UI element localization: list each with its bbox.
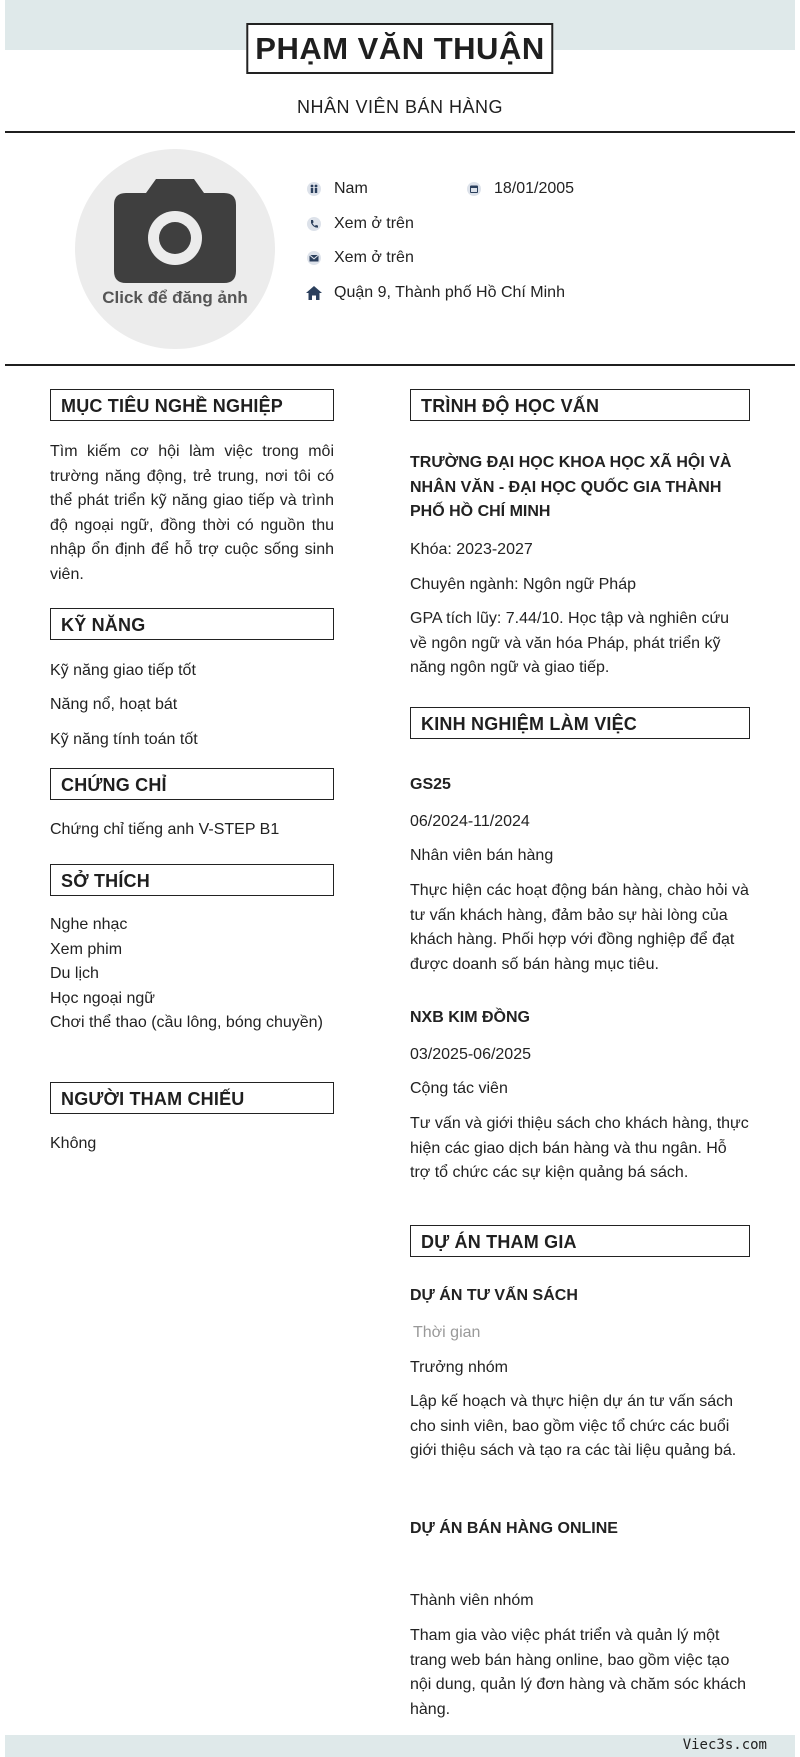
birthdate-row [465,180,574,198]
job-role[interactable]: Cộng tác viên [410,1080,508,1097]
address-value[interactable]: Quận 9, Thành phố Hồ Chí Minh [334,284,565,301]
education-major[interactable]: Chuyên ngành: Ngôn ngữ Pháp [410,576,636,593]
home-icon [305,284,323,302]
hobby-item[interactable]: Học ngoại ngữ [50,990,155,1007]
job-period[interactable]: 06/2024-11/2024 [410,813,530,830]
hobby-item[interactable]: Nghe nhạc [50,916,128,933]
school-name[interactable]: TRƯỜNG ĐẠI HỌC KHOA HỌC XÃ HỘI VÀ NHÂN VĂN - ĐẠI HỌC QUỐC GIA THÀNH PHỐ HỒ CHÍ MINH [410,454,732,520]
certificates-heading[interactable]: CHỨNG CHỈ [50,768,334,800]
job-company[interactable]: GS25 [410,776,451,793]
hobbies-heading[interactable]: SỞ THÍCH [50,864,334,896]
objective-text[interactable]: Tìm kiếm cơ hội làm việc trong môi trường năng động, trẻ trung, nơi tôi có thể phát triển kỹ năng giao tiếp và trình độ ngoại ngữ, đồng thời có nguồn thu nhập ổn định để hỗ trợ cuộc sống sinh viên. [50,443,334,583]
education-period[interactable]: Khóa: 2023-2027 [410,541,533,558]
email-row [305,249,414,267]
divider [5,131,795,133]
footer-band [5,1735,795,1757]
job-description[interactable]: Thực hiện các hoạt động bán hàng, chào hỏi và tư vấn khách hàng, đảm bảo sự hài lòng của khách hàng. Phối hợp với đồng nghiệp để đạt được doanh số bán hàng mục tiêu. [410,882,749,973]
experience-heading[interactable]: KINH NGHIỆM LÀM VIỆC [410,707,750,739]
hobby-item[interactable]: Du lịch [50,965,99,982]
avatar-upload[interactable] [75,149,275,349]
email-icon [305,249,323,267]
gender-icon [305,180,323,198]
address-row [305,284,565,302]
phone-row [305,215,414,233]
candidate-name[interactable]: PHẠM VĂN THUẬN [246,23,553,74]
birthdate-value[interactable]: 18/01/2005 [494,180,575,197]
project-description[interactable]: Tham gia vào việc phát triển và quản lý một trang web bán hàng online, bao gồm việc tạo nội dung, quản lý đơn hàng và chăm sóc khách hàng. [410,1627,747,1718]
footer-brand: Viec3s.com [682,1737,767,1753]
education-detail[interactable]: GPA tích lũy: 7.44/10. Học tập và nghiên cứu về ngôn ngữ và văn hóa Pháp, phát triển kỹ năng ngôn ngữ và giao tiếp. [410,610,730,676]
projects-heading[interactable]: DỰ ÁN THAM GIA [410,1225,750,1257]
references-heading[interactable]: NGƯỜI THAM CHIẾU [50,1082,334,1114]
gender-value[interactable]: Nam [334,180,368,197]
skills-heading[interactable]: KỸ NĂNG [50,608,334,640]
project-role[interactable]: Thành viên nhóm [410,1592,534,1609]
phone-icon [305,215,323,233]
avatar-caption: Click để đăng ảnh [102,288,248,307]
hobby-item[interactable]: Xem phim [50,941,123,958]
job-description[interactable]: Tư vấn và giới thiệu sách cho khách hàng, thực hiện các giao dịch bán hàng và thu ngân. Hỗ trợ tổ chức các sự kiện quảng bá sách. [410,1115,749,1181]
hobby-item[interactable]: Chơi thể thao (cầu lông, bóng chuyền) [50,1014,323,1031]
project-role[interactable]: Trưởng nhóm [410,1359,508,1376]
objective-heading[interactable]: MỤC TIÊU NGHỀ NGHIỆP [50,389,334,421]
job-period[interactable]: 03/2025-06/2025 [410,1046,531,1063]
calendar-icon [465,180,483,198]
skill-item[interactable]: Năng nổ, hoạt bát [50,696,178,713]
skill-item[interactable]: Kỹ năng giao tiếp tốt [50,662,196,679]
certificate-item[interactable]: Chứng chỉ tiếng anh V-STEP B1 [50,821,280,838]
camera-icon [114,179,236,283]
job-role[interactable]: Nhân viên bán hàng [410,847,554,864]
project-name[interactable]: DỰ ÁN TƯ VẤN SÁCH [410,1287,578,1304]
divider [5,364,795,366]
email-value[interactable]: Xem ở trên [334,249,414,266]
education-heading[interactable]: TRÌNH ĐỘ HỌC VẤN [410,389,750,421]
references-text[interactable]: Không [50,1135,97,1152]
phone-value[interactable]: Xem ở trên [334,215,414,232]
project-description[interactable]: Lập kế hoạch và thực hiện dự án tư vấn sách cho sinh viên, bao gồm việc tổ chức các buổi giới thiệu sách và tạo ra các tài liệu quảng bá. [410,1393,737,1459]
project-time-placeholder[interactable]: Thời gian [413,1324,481,1341]
project-name[interactable]: DỰ ÁN BÁN HÀNG ONLINE [410,1520,618,1537]
job-company[interactable]: NXB KIM ĐỒNG [410,1009,530,1026]
gender-row [305,180,368,198]
job-title[interactable]: NHÂN VIÊN BÁN HÀNG [296,97,504,117]
skill-item[interactable]: Kỹ năng tính toán tốt [50,731,198,748]
